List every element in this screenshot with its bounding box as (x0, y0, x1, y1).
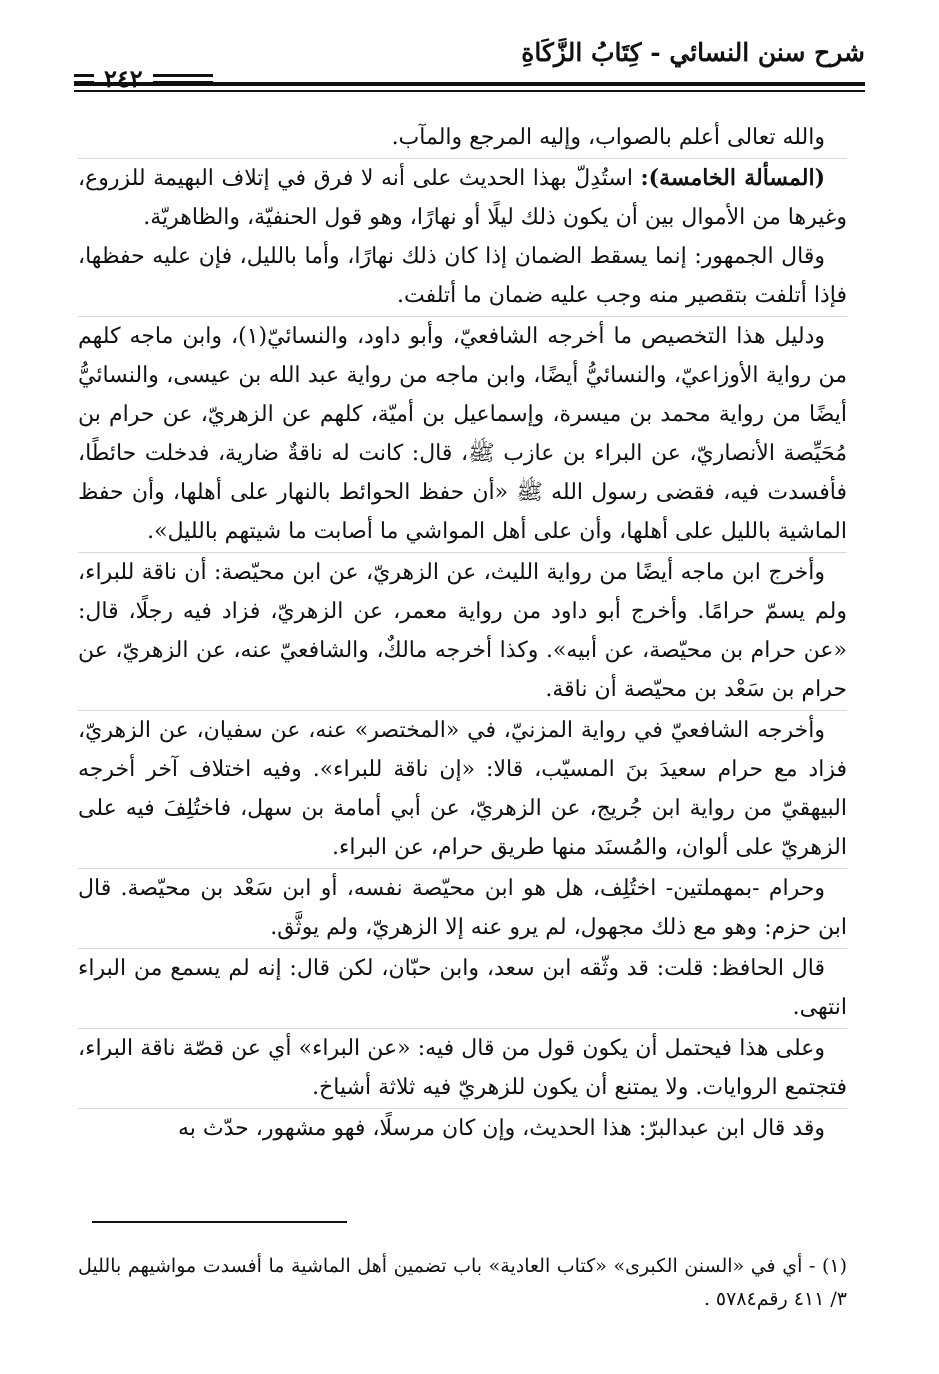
paragraph-7: وحرام -بمهملتين- اختُلِف، هل هو ابن محيّصة نفسه، أو ابن سَعْد بن محيّصة. قال ابن حزم: وهو مع ذلك مجهول، لم يرو عنه إلا الزهريّ، ولم يوثَّق. (78, 868, 847, 947)
footnote-1: (١) - أي في «السنن الكبرى» «كتاب العادية» باب تضمين أهل الماشية ما أفسدت مواشيهم بالليل ٣/ ٤١١ رقم٥٧٨٤ . (78, 1255, 847, 1310)
issue-heading: (المسألة الخامسة): (640, 165, 826, 191)
paragraph-6: وأخرجه الشافعيّ في رواية المزنيّ، في «المختصر» عنه، عن سفيان، عن الزهريّ، فزاد مع حرام سعيدَ بنَ المسيّب، قالا: «إن ناقة للبراء». وفيه اختلاف آخر أخرجه البيهقيّ من رواية ابن جُريج، عن الزهريّ، عن أبي أمامة بن سهل، فاختُلِفَ فيه على الزهريّ على ألوان، والمُسنَد منها طريق حرام، عن البراء. (78, 710, 847, 867)
paragraph-2-text: استُدِلّ بهذا الحديث على أنه لا فرق في إتلاف البهيمة للزروع، وغيرها من الأموال بين أن يكون ذلك ليلًا أو نهارًا، وهو قول الحنفيّة، والظاهريّة. (78, 166, 847, 230)
paragraph-8: قال الحافظ: قلت: قد وثّقه ابن سعد، وابن حبّان، لكن قال: إنه لم يسمع من البراء انتهى. (78, 948, 847, 1027)
book-title: شرح سنن النسائي - كِتَابُ الزَّكَاةِ (521, 38, 865, 67)
footnote-separator (92, 1221, 347, 1223)
paragraph-9: وعلى هذا فيحتمل أن يكون قول من قال فيه: «عن البراء» أي عن قصّة ناقة البراء، فتجتمع الروايات. ولا يمتنع أن يكون للزهريّ فيه ثلاثة أشياخ. (78, 1028, 847, 1107)
paragraph-10: وقد قال ابن عبدالبرّ: هذا الحديث، وإن كان مرسلًا، فهو مشهور، حدّث به (78, 1108, 847, 1148)
paragraph-2 (78, 158, 847, 237)
page-number-block (74, 64, 213, 93)
page-number-dash-left (74, 74, 94, 84)
footnotes (78, 1250, 847, 1316)
paragraph-5: وأخرج ابن ماجه أيضًا من رواية الليث، عن الزهريّ، عن ابن محيّصة: أن ناقة للبراء، ولم يسمّ حرامًا. وأخرج أبو داود من رواية معمر، عن الزهريّ، فزاد فيه رجلًا، قال: «عن حرام بن محيّصة، عن أبيه». وكذا أخرجه مالكٌ، والشافعيّ عنه، عن الزهريّ، عن حرام بن سَعْد بن محيّصة أن ناقة. (78, 552, 847, 709)
page-number: ٢٤٢ (104, 64, 143, 93)
page-number-dash-right (153, 74, 213, 84)
main-text (78, 118, 847, 1148)
paragraph-1: والله تعالى أعلم بالصواب، وإليه المرجع والمآب. (391, 125, 825, 150)
paragraph-4: ودليل هذا التخصيص ما أخرجه الشافعيّ، وأبو داود، والنسائيّ(١)، وابن ماجه كلهم من رواية الأوزاعيّ، والنسائيُّ أيضًا، وابن ماجه من رواية عبد الله بن عيسى، والنسائيُّ أيضًا من رواية محمد بن ميسرة، وإسماعيل بن أميّة، كلهم عن الزهريّ، عن حرام بن مُحَيِّصة الأنصاريّ، عن البراء بن عازب ﷺ، قال: كانت له ناقةٌ ضارية، فدخلت حائطًا، فأفسدت فيه، فقضى رسول الله ﷺ «أن حفظ الحوائط بالنهار على أهلها، وأن حفظ الماشية بالليل على أهلها، وأن على أهل المواشي ما أصابت ما شيتهم بالليل». (78, 316, 847, 551)
paragraph-3: وقال الجمهور: إنما يسقط الضمان إذا كان ذلك نهارًا، وأما بالليل، فإن عليه حفظها، فإذا أتلفت بتقصير منه وجب عليه ضمان ما أتلفت. (78, 244, 847, 308)
